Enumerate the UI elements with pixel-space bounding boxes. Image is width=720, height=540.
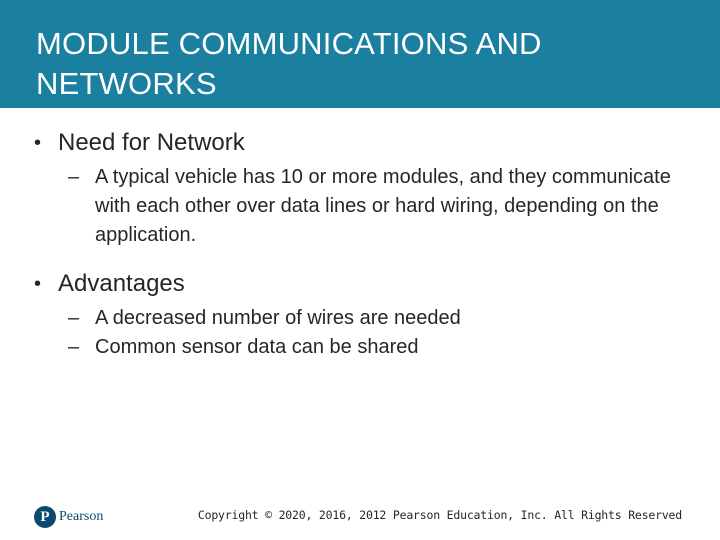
sub-bullet-item	[34, 163, 674, 250]
dash-icon: –	[68, 166, 80, 188]
bullet-text: Advantages	[58, 270, 185, 297]
sub-bullet-text: A decreased number of wires are needed	[95, 307, 461, 329]
copyright-text: Copyright © 2020, 2016, 2012 Pearson Education, Inc. All Rights Reserved	[197, 508, 682, 522]
sub-bullet-item	[34, 304, 674, 333]
sub-bullet-text: A typical vehicle has 10 or more modules, and they communicate with each other over data lines or hard wiring, depending on the application.	[95, 166, 671, 246]
pearson-logo-icon: P	[34, 506, 56, 528]
bullet-item	[34, 125, 674, 161]
bullet-need-for-network	[34, 125, 674, 250]
bullet-item	[34, 266, 674, 302]
sub-bullet-list	[34, 304, 674, 362]
sub-bullet-list	[34, 163, 674, 250]
logo-text: Pearson	[59, 509, 104, 524]
dash-icon: –	[68, 336, 80, 358]
slide-content	[34, 125, 674, 362]
bullet-advantages	[34, 266, 674, 362]
title-bar	[0, 0, 720, 108]
bullet-dot-icon: •	[34, 273, 42, 295]
slide-title: MODULE COMMUNICATIONS AND NETWORKS	[36, 26, 542, 101]
spacer	[34, 250, 674, 266]
sub-bullet-item	[34, 333, 674, 362]
dash-icon: –	[68, 307, 80, 329]
bullet-dot-icon: •	[34, 132, 42, 154]
pearson-logo	[34, 505, 103, 529]
bullet-text: Need for Network	[58, 129, 245, 156]
sub-bullet-text: Common sensor data can be shared	[95, 336, 419, 358]
